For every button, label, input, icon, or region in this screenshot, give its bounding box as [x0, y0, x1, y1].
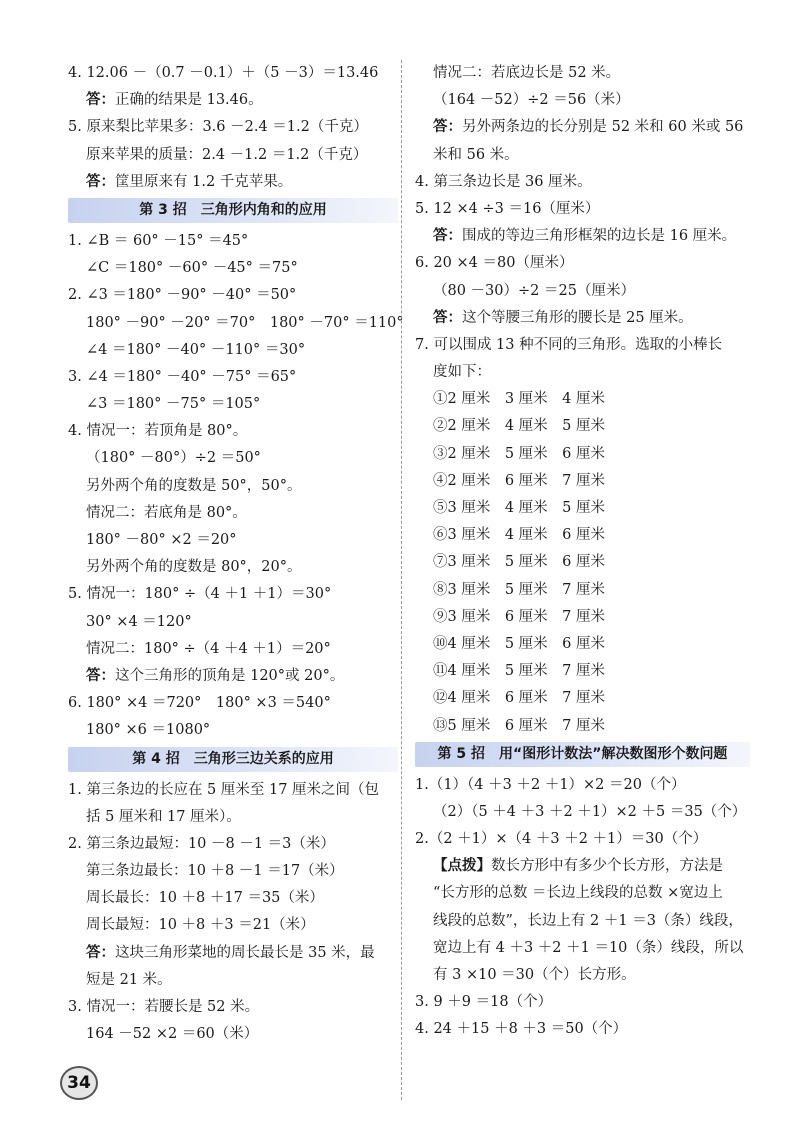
answer-text: ①2 厘米 3 厘米 4 厘米 — [433, 391, 606, 408]
left-column — [68, 60, 404, 1048]
answer-line — [68, 940, 398, 967]
answer-line — [415, 826, 750, 853]
answer-line — [415, 359, 750, 386]
answer-text: ⑩4 厘米 5 厘米 6 厘米 — [433, 635, 606, 652]
answer-line — [68, 690, 398, 717]
answer-line — [415, 880, 750, 907]
section-heading: 第 4 招 三角形三边关系的应用 — [68, 747, 398, 772]
answer-line — [415, 114, 750, 141]
answer-line — [68, 858, 398, 885]
answer-text: 线段的总数”，长边上有 2 ＋1 ＝3（条）线段， — [433, 912, 743, 929]
answer-line — [68, 717, 398, 744]
answer-text: 180° －80° ×2 ＝20° — [86, 532, 237, 548]
answer-line — [415, 522, 750, 549]
answer-text: 数长方形中有多少个长方形，方法是 — [491, 858, 723, 875]
answer-text: 3. ∠4 ＝180° －40° －75° ＝65° — [68, 368, 297, 385]
answer-text: 164 －52 ×2 ＝60（米） — [86, 1026, 259, 1043]
answer-text: 7. 可以围成 13 种不同的三角形。选取的小棒长 — [415, 336, 723, 353]
answer-line — [68, 310, 404, 337]
answer-line — [415, 908, 750, 935]
answer-line — [68, 500, 398, 527]
answer-text: 30° ×4 ＝120° — [86, 613, 192, 630]
answer-text: ③2 厘米 5 厘米 6 厘米 — [433, 445, 606, 462]
answer-line — [415, 935, 750, 962]
answer-text: ∠3 ＝180° －75° ＝105° — [86, 396, 261, 413]
answer-line — [68, 1021, 398, 1048]
answer-text: 4. 第三条边长是 36 厘米。 — [415, 173, 592, 190]
answer-line — [68, 609, 398, 636]
answer-line — [68, 777, 398, 804]
answer-line — [68, 804, 398, 831]
answer-line — [415, 223, 750, 250]
answer-line — [415, 853, 750, 880]
answer-line — [68, 60, 398, 87]
answer-text: ⑪4 厘米 5 厘米 7 厘米 — [433, 663, 606, 680]
answer-line — [415, 60, 750, 87]
answer-label: 【点拨】 — [433, 858, 491, 875]
answer-text: ∠4 ＝180° －40° －110° ＝30° — [86, 341, 306, 358]
answer-text: 4. 12.06 －（0.7 －0.1）＋（5 －3）＝13.46 — [68, 65, 379, 81]
answer-line — [68, 885, 398, 912]
answer-line — [68, 282, 398, 309]
answer-text: 周长最短：10 ＋8 ＋3 ＝21（米） — [86, 917, 315, 934]
answer-text: ⑫4 厘米 6 厘米 7 厘米 — [433, 690, 606, 707]
answer-label: 答： — [86, 173, 115, 190]
answer-line — [415, 658, 750, 685]
answer-text: 原来苹果的质量：2.4 －1.2 ＝1.2（千克） — [86, 146, 368, 163]
answer-line — [415, 169, 750, 196]
answer-text: 这块三角形菜地的周长最长是 35 米，最 — [115, 944, 375, 961]
answer-text: 度如下： — [433, 364, 491, 381]
answer-line — [415, 549, 750, 576]
answer-line — [68, 114, 398, 141]
answer-line — [68, 527, 398, 554]
answer-line — [68, 473, 398, 500]
answer-text: 宽边上有 4 ＋3 ＋2 ＋1 ＝10（条）线段，所以 — [433, 939, 744, 956]
answer-text: 围成的等边三角形框架的边长是 16 厘米。 — [462, 228, 737, 245]
section-heading: 第 3 招 三角形内角和的应用 — [68, 198, 398, 223]
answer-line — [415, 772, 750, 799]
answer-text: 6. 180° ×4 ＝720° 180° ×3 ＝540° — [68, 695, 331, 712]
answer-line — [68, 663, 398, 690]
answer-line — [68, 142, 398, 169]
answer-line — [415, 713, 750, 740]
answer-text: 5. 12 ×4 ÷3 ＝16（厘米） — [415, 200, 600, 217]
answer-line — [68, 912, 398, 939]
answer-line — [415, 685, 750, 712]
answer-text: （80 －30）÷2 ＝25（厘米） — [433, 282, 635, 299]
answer-line — [415, 196, 750, 223]
column-divider — [401, 60, 402, 1100]
right-column — [415, 60, 750, 1044]
answer-text: 5. 原来梨比苹果多：3.6 －2.4 ＝1.2（千克） — [68, 119, 368, 136]
answer-line — [415, 468, 750, 495]
answer-label: 答： — [86, 667, 115, 684]
answer-line — [68, 636, 398, 663]
answer-line — [415, 495, 750, 522]
answer-text: 另外两个角的度数是 50°，50°。 — [86, 477, 302, 494]
answer-text: 1. 第三条边的长应在 5 厘米至 17 厘米之间（包 — [68, 781, 380, 798]
answer-text: 3. 情况一：若腰长是 52 米。 — [68, 999, 260, 1015]
answer-line — [68, 445, 398, 472]
answer-line — [415, 631, 750, 658]
answer-text: 4. 情况一：若顶角是 80°。 — [68, 423, 248, 440]
answer-text: 这个等腰三角形的腰长是 25 厘米。 — [462, 309, 693, 326]
answer-text: 米和 56 米。 — [433, 146, 519, 163]
answer-text: ④2 厘米 6 厘米 7 厘米 — [433, 472, 606, 489]
answer-line — [415, 989, 750, 1016]
answer-text: 情况二：若底角是 80°。 — [86, 504, 247, 521]
answer-line — [415, 1016, 750, 1043]
answer-line — [415, 87, 750, 114]
answer-text: ⑦3 厘米 5 厘米 6 厘米 — [433, 554, 606, 571]
answer-text: 另外两个角的度数是 80°，20°。 — [86, 559, 302, 576]
answer-line — [415, 962, 750, 989]
answer-text: 180° －90° －20° ＝70° 180° －70° ＝110° — [86, 314, 404, 331]
answer-text: 周长最长：10 ＋8 ＋17 ＝35（米） — [86, 890, 324, 907]
answer-line — [415, 142, 750, 169]
answer-line — [415, 386, 750, 413]
answer-line — [415, 332, 750, 359]
answer-text: （180° －80°）÷2 ＝50° — [86, 450, 261, 467]
answer-label: 答： — [86, 92, 115, 109]
answer-text: 4. 24 ＋15 ＋8 ＋3 ＝50（个） — [415, 1021, 628, 1038]
answer-text: ⑧3 厘米 5 厘米 7 厘米 — [433, 581, 606, 598]
answer-text: 1. ∠B ＝ 60° －15° ＝45° — [68, 232, 249, 249]
answer-line — [68, 581, 398, 608]
answer-text: 2.（2 ＋1）×（4 ＋3 ＋2 ＋1）＝30（个） — [415, 831, 708, 848]
answer-text: 5. 情况一：180° ÷（4 ＋1 ＋1）＝30° — [68, 586, 332, 603]
answer-line — [68, 994, 398, 1021]
answer-text: 3. 9 ＋9 ＝18（个） — [415, 994, 553, 1011]
answer-text: 正确的结果是 13.46。 — [115, 92, 263, 109]
answer-line — [68, 554, 398, 581]
answer-line — [68, 337, 398, 364]
answer-line — [415, 278, 750, 305]
answer-text: ∠C ＝180° －60° －45° ＝75° — [86, 260, 298, 277]
section-heading: 第 5 招 用“图形计数法”解决数图形个数问题 — [415, 742, 750, 767]
answer-label: 答： — [433, 119, 462, 136]
answer-line — [68, 418, 398, 445]
answer-line — [415, 305, 750, 332]
answer-text: 情况二：180° ÷（4 ＋4 ＋1）＝20° — [86, 640, 331, 657]
answer-text: ⑥3 厘米 4 厘米 6 厘米 — [433, 527, 606, 544]
answer-text: 筐里原来有 1.2 千克苹果。 — [115, 173, 293, 190]
answer-line — [415, 577, 750, 604]
answer-line — [415, 604, 750, 631]
answer-text: 2. ∠3 ＝180° －90° －40° ＝50° — [68, 287, 297, 304]
answer-text: ⑬5 厘米 6 厘米 7 厘米 — [433, 717, 606, 734]
answer-text: 有 3 ×10 ＝30（个）长方形。 — [433, 967, 636, 983]
answer-line — [68, 255, 398, 282]
answer-line — [68, 228, 398, 255]
answer-text: 括 5 厘米和 17 厘米）。 — [86, 808, 241, 825]
answer-text: 短是 21 米。 — [86, 971, 172, 988]
answer-line — [68, 967, 398, 994]
answer-line — [415, 799, 750, 826]
answer-line — [68, 87, 398, 114]
answer-text: “长方形的总数 ＝长边上线段的总数 ×宽边上 — [433, 885, 723, 902]
answer-text: ⑨3 厘米 6 厘米 7 厘米 — [433, 608, 606, 625]
page-number-badge: 34 — [60, 1066, 98, 1100]
answer-line — [68, 831, 398, 858]
answer-label: 答： — [86, 944, 115, 961]
answer-line — [415, 441, 750, 468]
answer-line — [415, 250, 750, 277]
answer-text: 情况二：若底边长是 52 米。 — [433, 65, 621, 81]
answer-label: 答： — [433, 228, 462, 245]
answer-text: 这个三角形的顶角是 120°或 20°。 — [115, 667, 345, 684]
answer-label: 答： — [433, 309, 462, 326]
answer-line — [68, 391, 398, 418]
answer-text: （164 －52）÷2 ＝56（米） — [433, 92, 630, 109]
answer-line — [415, 413, 750, 440]
answer-text: 6. 20 ×4 ＝80（厘米） — [415, 255, 574, 272]
answer-text: 另外两条边的长分别是 52 米和 60 米或 56 — [462, 119, 744, 136]
answer-text: ⑤3 厘米 4 厘米 5 厘米 — [433, 500, 606, 516]
answer-text: 第三条边最长：10 ＋8 －1 ＝17（米） — [86, 863, 344, 880]
answer-text: 180° ×6 ＝1080° — [86, 722, 211, 739]
answer-line — [68, 364, 398, 391]
answer-line — [68, 169, 398, 196]
answer-text: 1.（1）（4 ＋3 ＋2 ＋1）×2 ＝20（个） — [415, 776, 686, 793]
answer-text: （2）（5 ＋4 ＋3 ＋2 ＋1）×2 ＋5 ＝35（个） — [433, 803, 747, 820]
answer-text: ②2 厘米 4 厘米 5 厘米 — [433, 418, 606, 435]
answer-text: 2. 第三条边最短：10 －8 －1 ＝3（米） — [68, 835, 335, 852]
